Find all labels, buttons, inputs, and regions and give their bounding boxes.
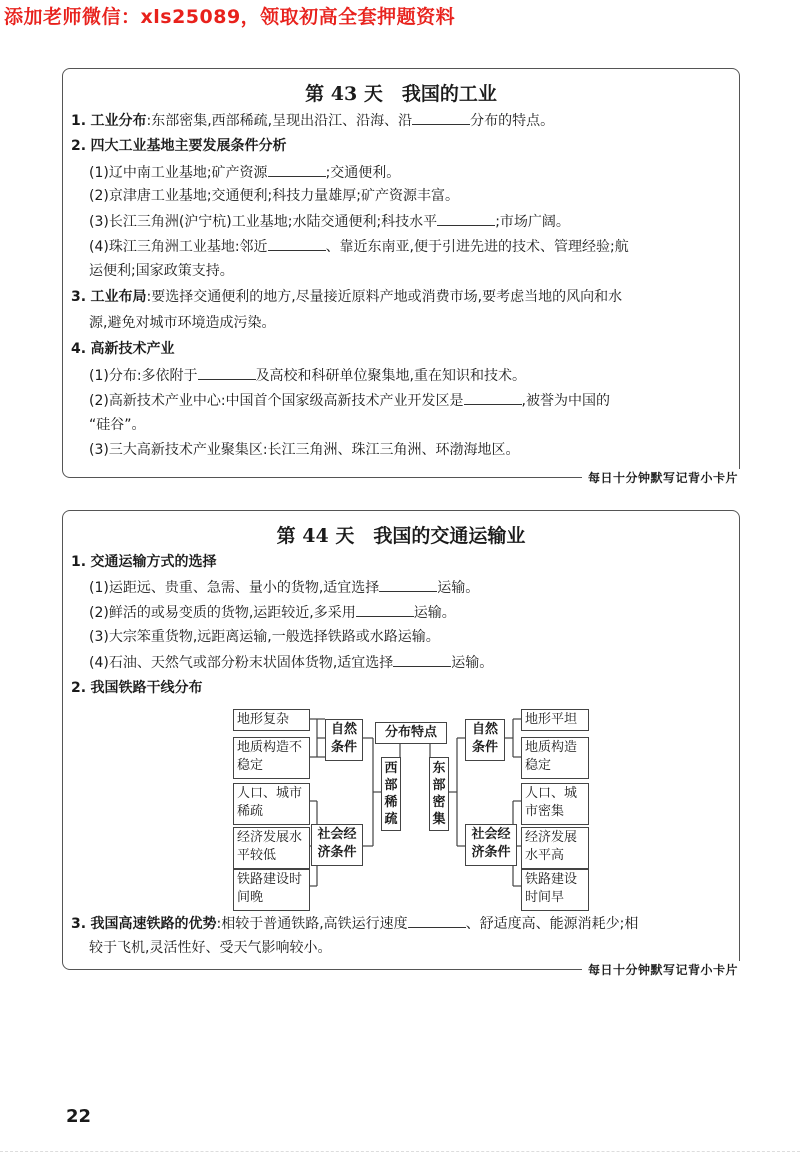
watermark-text: 添加老师微信：xls25089，领取初高全套押题资料 (4, 6, 456, 28)
diagram-box-right-geology: 地质构造稳定 (521, 737, 589, 779)
diagram-left-social: 社会经济条件 (311, 824, 363, 866)
fill-blank[interactable] (268, 237, 326, 251)
diagram-box-left-population: 人口、城市稀疏 (233, 783, 310, 825)
diagram-box-left-terrain: 地形复杂 (233, 709, 310, 731)
line: (3)大宗笨重货物,远距离运输,一般选择铁路或水路运输。 (89, 629, 440, 645)
line: (1)辽中南工业基地;矿产资源 ;交通便利。 (89, 165, 401, 181)
diagram-box-left-railway-time: 铁路建设时间晚 (233, 869, 310, 911)
diagram-right-social: 社会经济条件 (465, 824, 517, 866)
line: 较于飞机,灵活性好、受天气影响较小。 (89, 940, 332, 956)
line: 2. 四大工业基地主要发展条件分析 (71, 138, 287, 154)
diagram-center: 分布特点 (375, 722, 447, 744)
line: (2)高新技术产业中心:中国首个国家级高新技术产业开发区是 ,被誉为中国的 (89, 393, 610, 409)
line: 4. 高新技术产业 (71, 341, 175, 357)
line: (1)分布:多依附于 及高校和科研单位聚集地,重在知识和技术。 (89, 368, 527, 384)
line: 运便利;国家政策支持。 (89, 263, 234, 279)
line: 源,避免对城市环境造成污染。 (89, 315, 276, 331)
card-day-44 (62, 510, 740, 977)
fill-blank[interactable] (268, 163, 326, 177)
line: 1. 交通运输方式的选择 (71, 554, 217, 570)
diagram-left-natural: 自然条件 (325, 719, 363, 761)
page-number: 22 (66, 1106, 92, 1127)
card-day-43 (62, 68, 740, 485)
card-title: 第 43 天 我国的工业 (305, 83, 497, 105)
diagram-box-right-economy: 经济发展水平高 (521, 827, 589, 869)
diagram-box-left-geology: 地质构造不稳定 (233, 737, 310, 779)
fill-blank[interactable] (198, 366, 256, 380)
page-edge-divider (0, 1151, 800, 1152)
line: 1. 工业分布:东部密集,西部稀疏,呈现出沿江、沿海、沿 分布的特点。 (71, 113, 555, 129)
card-footer: 每日十分钟默写记背小卡片 (582, 469, 741, 486)
fill-blank[interactable] (437, 212, 495, 226)
line: 3. 工业布局:要选择交通便利的地方,尽量接近原料产地或消费市场,要考虑当地的风向和水 (71, 289, 623, 305)
line: (2)京津唐工业基地;交通便利;科技力量雄厚;矿产资源丰富。 (89, 188, 459, 204)
diagram-box-right-population: 人口、城市密集 (521, 783, 589, 825)
fill-blank[interactable] (464, 391, 522, 405)
fill-blank[interactable] (412, 111, 470, 125)
line: 3. 我国高速铁路的优势:相较于普通铁路,高铁运行速度 、舒适度高、能源消耗少;相 (71, 916, 639, 932)
fill-blank[interactable] (408, 914, 466, 928)
diagram-box-left-economy: 经济发展水平较低 (233, 827, 310, 869)
card-title: 第 44 天 我国的交通运输业 (276, 525, 526, 547)
line: (1)运距远、贵重、急需、量小的货物,适宜选择 运输。 (89, 580, 480, 596)
line: (3)三大高新技术产业聚集区:长江三角洲、珠江三角洲、环渤海地区。 (89, 442, 520, 458)
diagram-box-right-terrain: 地形平坦 (521, 709, 589, 731)
line: “硅谷”。 (89, 417, 146, 433)
diagram-box-right-railway-time: 铁路建设时间早 (521, 869, 589, 911)
diagram-west: 西部稀疏 (381, 757, 401, 831)
card-footer: 每日十分钟默写记背小卡片 (582, 961, 741, 978)
diagram-right-natural: 自然条件 (465, 719, 505, 761)
line: (3)长江三角洲(沪宁杭)工业基地;水陆交通便利;科技水平 ;市场广阔。 (89, 214, 570, 230)
line: (4)珠江三角洲工业基地:邻近 、靠近东南亚,便于引进先进的技术、管理经验;航 (89, 239, 629, 255)
line: (4)石油、天然气或部分粉末状固体货物,适宜选择 运输。 (89, 655, 494, 671)
diagram-east: 东部密集 (429, 757, 449, 831)
line: 2. 我国铁路干线分布 (71, 680, 203, 696)
line: (2)鲜活的或易变质的货物,运距较近,多采用 运输。 (89, 605, 456, 621)
